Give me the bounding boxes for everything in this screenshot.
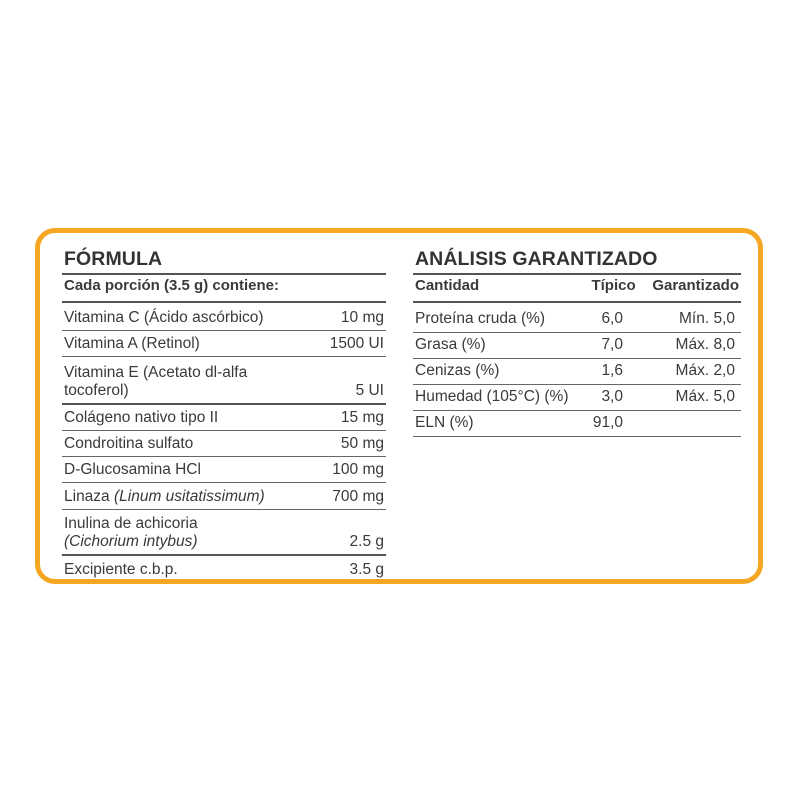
ingredient-name — [64, 515, 350, 551]
formula-title: FÓRMULA — [62, 246, 386, 275]
ingredient-name — [64, 364, 356, 400]
formula-subtitle: Cada porción (3.5 g) contiene: — [64, 277, 280, 294]
analysis-typical: 91,0 — [592, 414, 623, 431]
formula-row — [62, 483, 386, 510]
formula-row — [62, 303, 386, 331]
ingredient-name — [64, 488, 332, 506]
ingredient-value: 1500 UI — [329, 335, 384, 352]
analysis-guaranteed: Máx. 5,0 — [675, 388, 735, 405]
ingredient-name: Vitamina A (Retinol) — [64, 335, 200, 352]
ingredient-value: 2.5 g — [349, 533, 384, 550]
header-name: Cantidad — [415, 277, 480, 294]
ingredient-value: 10 mg — [340, 309, 384, 326]
analysis-name: Grasa (%) — [415, 336, 486, 353]
ingredient-name: Excipiente c.b.p. — [64, 561, 178, 578]
formula-row — [62, 431, 386, 457]
ingredient-value: 50 mg — [340, 435, 384, 452]
analysis-row — [413, 359, 741, 385]
analysis-typical: 1,6 — [601, 362, 623, 379]
ingredient-name: Condroitina sulfato — [64, 435, 194, 452]
analysis-guaranteed: Máx. 2,0 — [675, 362, 735, 379]
analysis-name: Proteína cruda (%) — [415, 310, 546, 327]
analysis-name: Cenizas (%) — [415, 362, 500, 379]
analysis-typical: 7,0 — [601, 336, 623, 353]
ingredient-name-latin: (Cichorium intybus) — [64, 533, 198, 550]
ingredient-value: 5 UI — [355, 382, 384, 399]
header-typical: Típico — [591, 277, 636, 294]
formula-row — [62, 357, 386, 405]
ingredient-value: 100 mg — [332, 461, 384, 478]
header-guaranteed: Garantizado — [652, 277, 739, 294]
formula-row — [62, 405, 386, 431]
analysis-row — [413, 303, 741, 333]
analysis-title: ANÁLISIS GARANTIZADO — [413, 246, 741, 275]
ingredient-name-plain: Linaza — [64, 488, 110, 505]
analysis-guaranteed: Máx. 8,0 — [675, 336, 735, 353]
analysis-section — [413, 246, 741, 437]
ingredient-name-line1: Vitamina E (Acetato dl-alfa — [64, 364, 248, 381]
formula-row — [62, 556, 386, 582]
analysis-row — [413, 411, 741, 437]
analysis-typical: 6,0 — [601, 310, 623, 327]
analysis-name: ELN (%) — [415, 414, 474, 431]
analysis-row — [413, 333, 741, 359]
ingredient-value: 700 mg — [332, 488, 384, 505]
formula-subtitle-row — [62, 275, 386, 303]
ingredient-name-latin: (Linum usitatissimum) — [114, 488, 265, 505]
analysis-header-row — [413, 275, 741, 303]
ingredient-name-line1: Inulina de achicoria — [64, 515, 198, 532]
ingredient-name-line2: tocoferol) — [64, 382, 129, 399]
formula-row — [62, 510, 386, 556]
ingredient-value: 15 mg — [340, 409, 384, 426]
ingredient-name: Vitamina C (Ácido ascórbico) — [64, 309, 264, 326]
analysis-guaranteed: Mín. 5,0 — [679, 310, 735, 327]
ingredient-name: Colágeno nativo tipo II — [64, 409, 219, 426]
analysis-name: Humedad (105°C) (%) — [415, 388, 569, 405]
formula-row — [62, 331, 386, 357]
ingredient-name: D-Glucosamina HCl — [64, 461, 201, 478]
ingredient-value: 3.5 g — [349, 561, 384, 578]
analysis-typical: 3,0 — [601, 388, 623, 405]
analysis-row — [413, 385, 741, 411]
nutrition-panel — [35, 228, 763, 584]
formula-row — [62, 457, 386, 483]
formula-section — [62, 246, 386, 582]
